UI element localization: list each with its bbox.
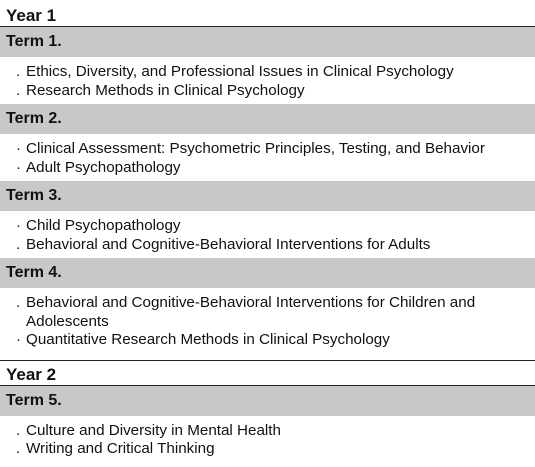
course-name: Quantitative Research Methods in Clinical Psychology — [26, 331, 390, 348]
year-section-1 — [0, 6, 535, 354]
bullet-icon: · — [16, 158, 22, 176]
course-name: Clinical Assessment: Psychometric Principles, Testing, and Behavior — [26, 140, 485, 157]
course-item — [16, 331, 529, 350]
term-header: Term 4. — [0, 258, 535, 288]
bullet-icon: . — [16, 63, 21, 80]
course-item — [16, 294, 529, 331]
course-name: Culture and Diversity in Mental Health — [26, 421, 281, 439]
course-name: Ethics, Diversity, and Professional Issues in Clinical Psychology — [26, 63, 454, 80]
course-list — [0, 134, 535, 181]
course-item — [16, 236, 529, 255]
course-name: Research Methods in Clinical Psychology — [26, 81, 305, 99]
course-list — [0, 57, 535, 104]
course-list — [0, 288, 535, 354]
term-header: Term 1. — [0, 27, 535, 57]
course-name: Behavioral and Cognitive-Behavioral Interventions for Children and Adolescents — [26, 294, 476, 330]
year-title: Year 1 — [6, 6, 57, 25]
course-item — [16, 159, 529, 178]
course-item — [16, 82, 529, 101]
course-name: Child Psychopathology — [26, 217, 181, 234]
term-header: Term 2. — [0, 104, 535, 134]
course-name: Adult Psychopathology — [26, 158, 181, 176]
course-list — [0, 416, 535, 463]
course-item — [16, 140, 529, 159]
course-item — [16, 440, 529, 459]
bullet-icon: . — [16, 294, 21, 311]
course-item — [16, 63, 529, 82]
bullet-icon: · — [16, 331, 22, 348]
course-item — [16, 422, 529, 441]
bullet-icon: . — [16, 235, 21, 253]
term-header: Term 3. — [0, 181, 535, 211]
bullet-icon: · — [16, 140, 22, 157]
bullet-icon: . — [16, 440, 21, 457]
course-name: Behavioral and Cognitive-Behavioral Interventions for Adults — [26, 235, 431, 253]
bullet-icon: . — [16, 421, 21, 439]
course-list — [0, 211, 535, 258]
term-header: Term 5. — [0, 386, 535, 416]
year-title: Year 2 — [6, 364, 57, 384]
year-section-2 — [0, 360, 535, 463]
bullet-icon: . — [16, 81, 21, 99]
course-name: Writing and Critical Thinking — [26, 440, 215, 457]
course-item — [16, 217, 529, 236]
bullet-icon: · — [16, 217, 22, 234]
